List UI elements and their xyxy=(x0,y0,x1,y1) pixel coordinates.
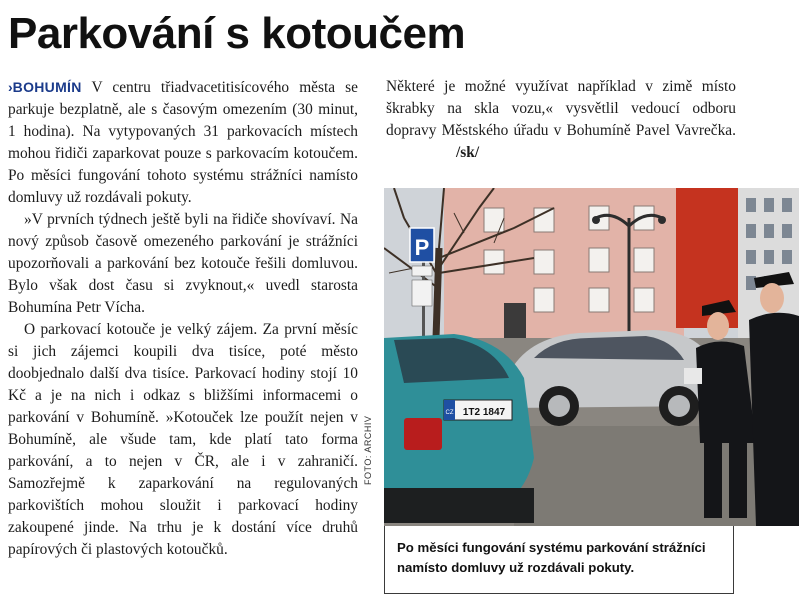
parking-sign-letter: P xyxy=(414,235,430,260)
tail-light xyxy=(404,418,442,450)
article-paragraph-2: »V prvních týdnech ještě byli na řidiče shovívaví. Na nový způsob časově omezeného parkování je strážníci upozorňovali a parkování bez kotouče řešili domluvou. Bylo však dost času si zvyknout,« uvedl starosta Bohumína Petr Vícha. xyxy=(8,211,358,316)
sign-plate xyxy=(412,280,432,306)
article-column-left xyxy=(8,76,358,561)
building-door xyxy=(504,303,526,338)
article-column-right xyxy=(386,76,736,164)
photo-scene xyxy=(384,188,799,526)
paragraph-text: V centru třiadvacetitisícového města se parkuje bezplatně, ale s časovým omezením (30 minut, 1 hodina). Na vytypovaných 31 parkovacích místech mohou řidiči zaparkovat pouze s parkovacím kotoučem. Po měsíci fungování tohoto systému strážníci namísto domluvy už rozdávali pokuty. xyxy=(8,79,358,206)
plate-number: 1T2 1847 xyxy=(462,407,506,418)
author-signoff: /sk/ xyxy=(456,144,480,161)
article-paragraph-3: O parkovací kotouče je velký zájem. Za první měsíc si jich zájemci koupili dva tisíce, poté město doobjednalo další dva tisíce. Parkovací hodiny stojí 10 Kč a je na nich i odkaz s bližšími informacemi o parkování v Bohumíně. »Kotouček lze použít nejen v Bohumíně, ale všude tam, kde platí tato forma parkování, a to nejen v ČR, ale i v zahraničí. Samozřejmě k zaparkování na regulovaných parkovištích mohou sloužit i parkovací hodiny zakoupené jinde. Na trhu je k dostání více druhů papírových či plastových kotoučků. xyxy=(8,321,358,558)
article-paragraph-1 xyxy=(8,76,358,209)
dateline: BOHUMÍN xyxy=(12,79,82,95)
rear-bumper xyxy=(384,488,534,523)
teal-car xyxy=(384,334,534,523)
headline: Parkování s kotoučem xyxy=(8,9,466,58)
sign-plate xyxy=(412,266,432,276)
article-photo xyxy=(384,188,799,526)
photo-credit: FOTO: ARCHIV xyxy=(363,415,373,485)
photo-caption: Po měsíci fungování systému parkování strážníci namísto domluvy už rozdávali pokuty. xyxy=(384,526,734,594)
dateline-marker: › xyxy=(8,79,13,95)
article-paragraph-continued xyxy=(386,76,736,164)
plate-country: CZ xyxy=(445,410,454,416)
continued-text: Některé je možné využívat například v zimě místo škrabky na skla vozu,« vysvětlil vedoucí odboru dopravy Městského úřadu v Bohumíně Pavel Vavrečka. xyxy=(386,78,736,139)
